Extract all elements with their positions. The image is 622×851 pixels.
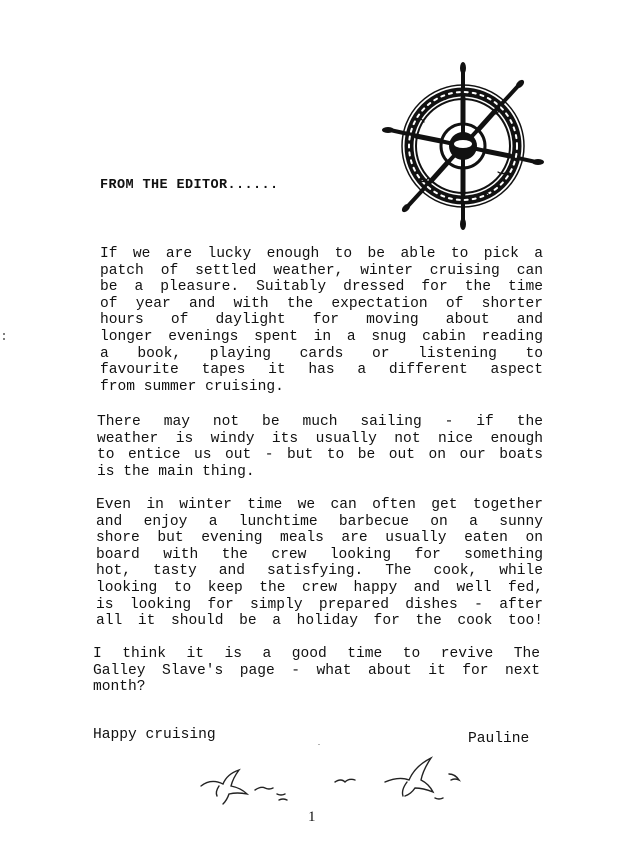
- text-line: hours of daylight for moving about and: [100, 312, 543, 329]
- text-line: Even in winter time we can often get together: [96, 497, 543, 513]
- text-line: favourite tapes it has a different aspect: [100, 362, 543, 379]
- text-line: hot, tasty and satisfying. The cook, while: [96, 563, 543, 580]
- text-line: If we are lucky enough to be able to pick a: [100, 246, 543, 262]
- scan-speck: [318, 744, 320, 745]
- text-line: I think it is a good time to revive The: [93, 646, 540, 662]
- text-line: month?: [93, 679, 146, 696]
- page-number: 1: [308, 809, 316, 825]
- text-line: to entice us out - but to be out on our boats: [97, 447, 543, 464]
- text-line: a book, playing cards or listening to: [100, 345, 543, 362]
- text-line: of year and with the expectation of shorter: [100, 295, 543, 312]
- ship-wheel-icon: [378, 60, 548, 232]
- editor-paragraph-3: [96, 497, 543, 630]
- text-line: patch of settled weather, winter cruising can: [100, 262, 543, 279]
- text-line: shore but evening meals are usually eaten on: [96, 530, 543, 547]
- seagulls-icon: [195, 752, 475, 808]
- text-line: and enjoy a lunchtime barbecue on a sunny: [96, 513, 543, 530]
- text-line: from summer cruising.: [100, 378, 284, 395]
- scan-speck: [3, 338, 5, 340]
- scan-speck: [3, 333, 5, 335]
- signature-text: Pauline: [468, 731, 530, 747]
- editor-paragraph-1: [100, 246, 543, 395]
- editor-paragraph-4: [93, 646, 540, 696]
- text-line: all it should be a holiday for the cook too!: [96, 613, 543, 630]
- text-line: be a pleasure. Suitably dressed for the time: [100, 279, 543, 296]
- text-line: is the main thing.: [97, 463, 255, 480]
- text-line: board with the crew looking for something: [96, 546, 543, 563]
- text-line: longer evenings spent in a snug cabin reading: [100, 328, 543, 345]
- text-line: looking to keep the crew happy and well fed,: [96, 579, 543, 596]
- text-line: is looking for simply prepared dishes - after: [96, 596, 543, 613]
- signoff-text: Happy cruising: [93, 727, 216, 743]
- page-title: FROM THE EDITOR......: [100, 178, 279, 193]
- editor-paragraph-2: [97, 414, 543, 480]
- text-line: Galley Slave's page - what about it for next: [93, 662, 540, 679]
- text-line: weather is windy its usually not nice enough: [97, 430, 543, 447]
- text-line: There may not be much sailing - if the: [97, 414, 543, 430]
